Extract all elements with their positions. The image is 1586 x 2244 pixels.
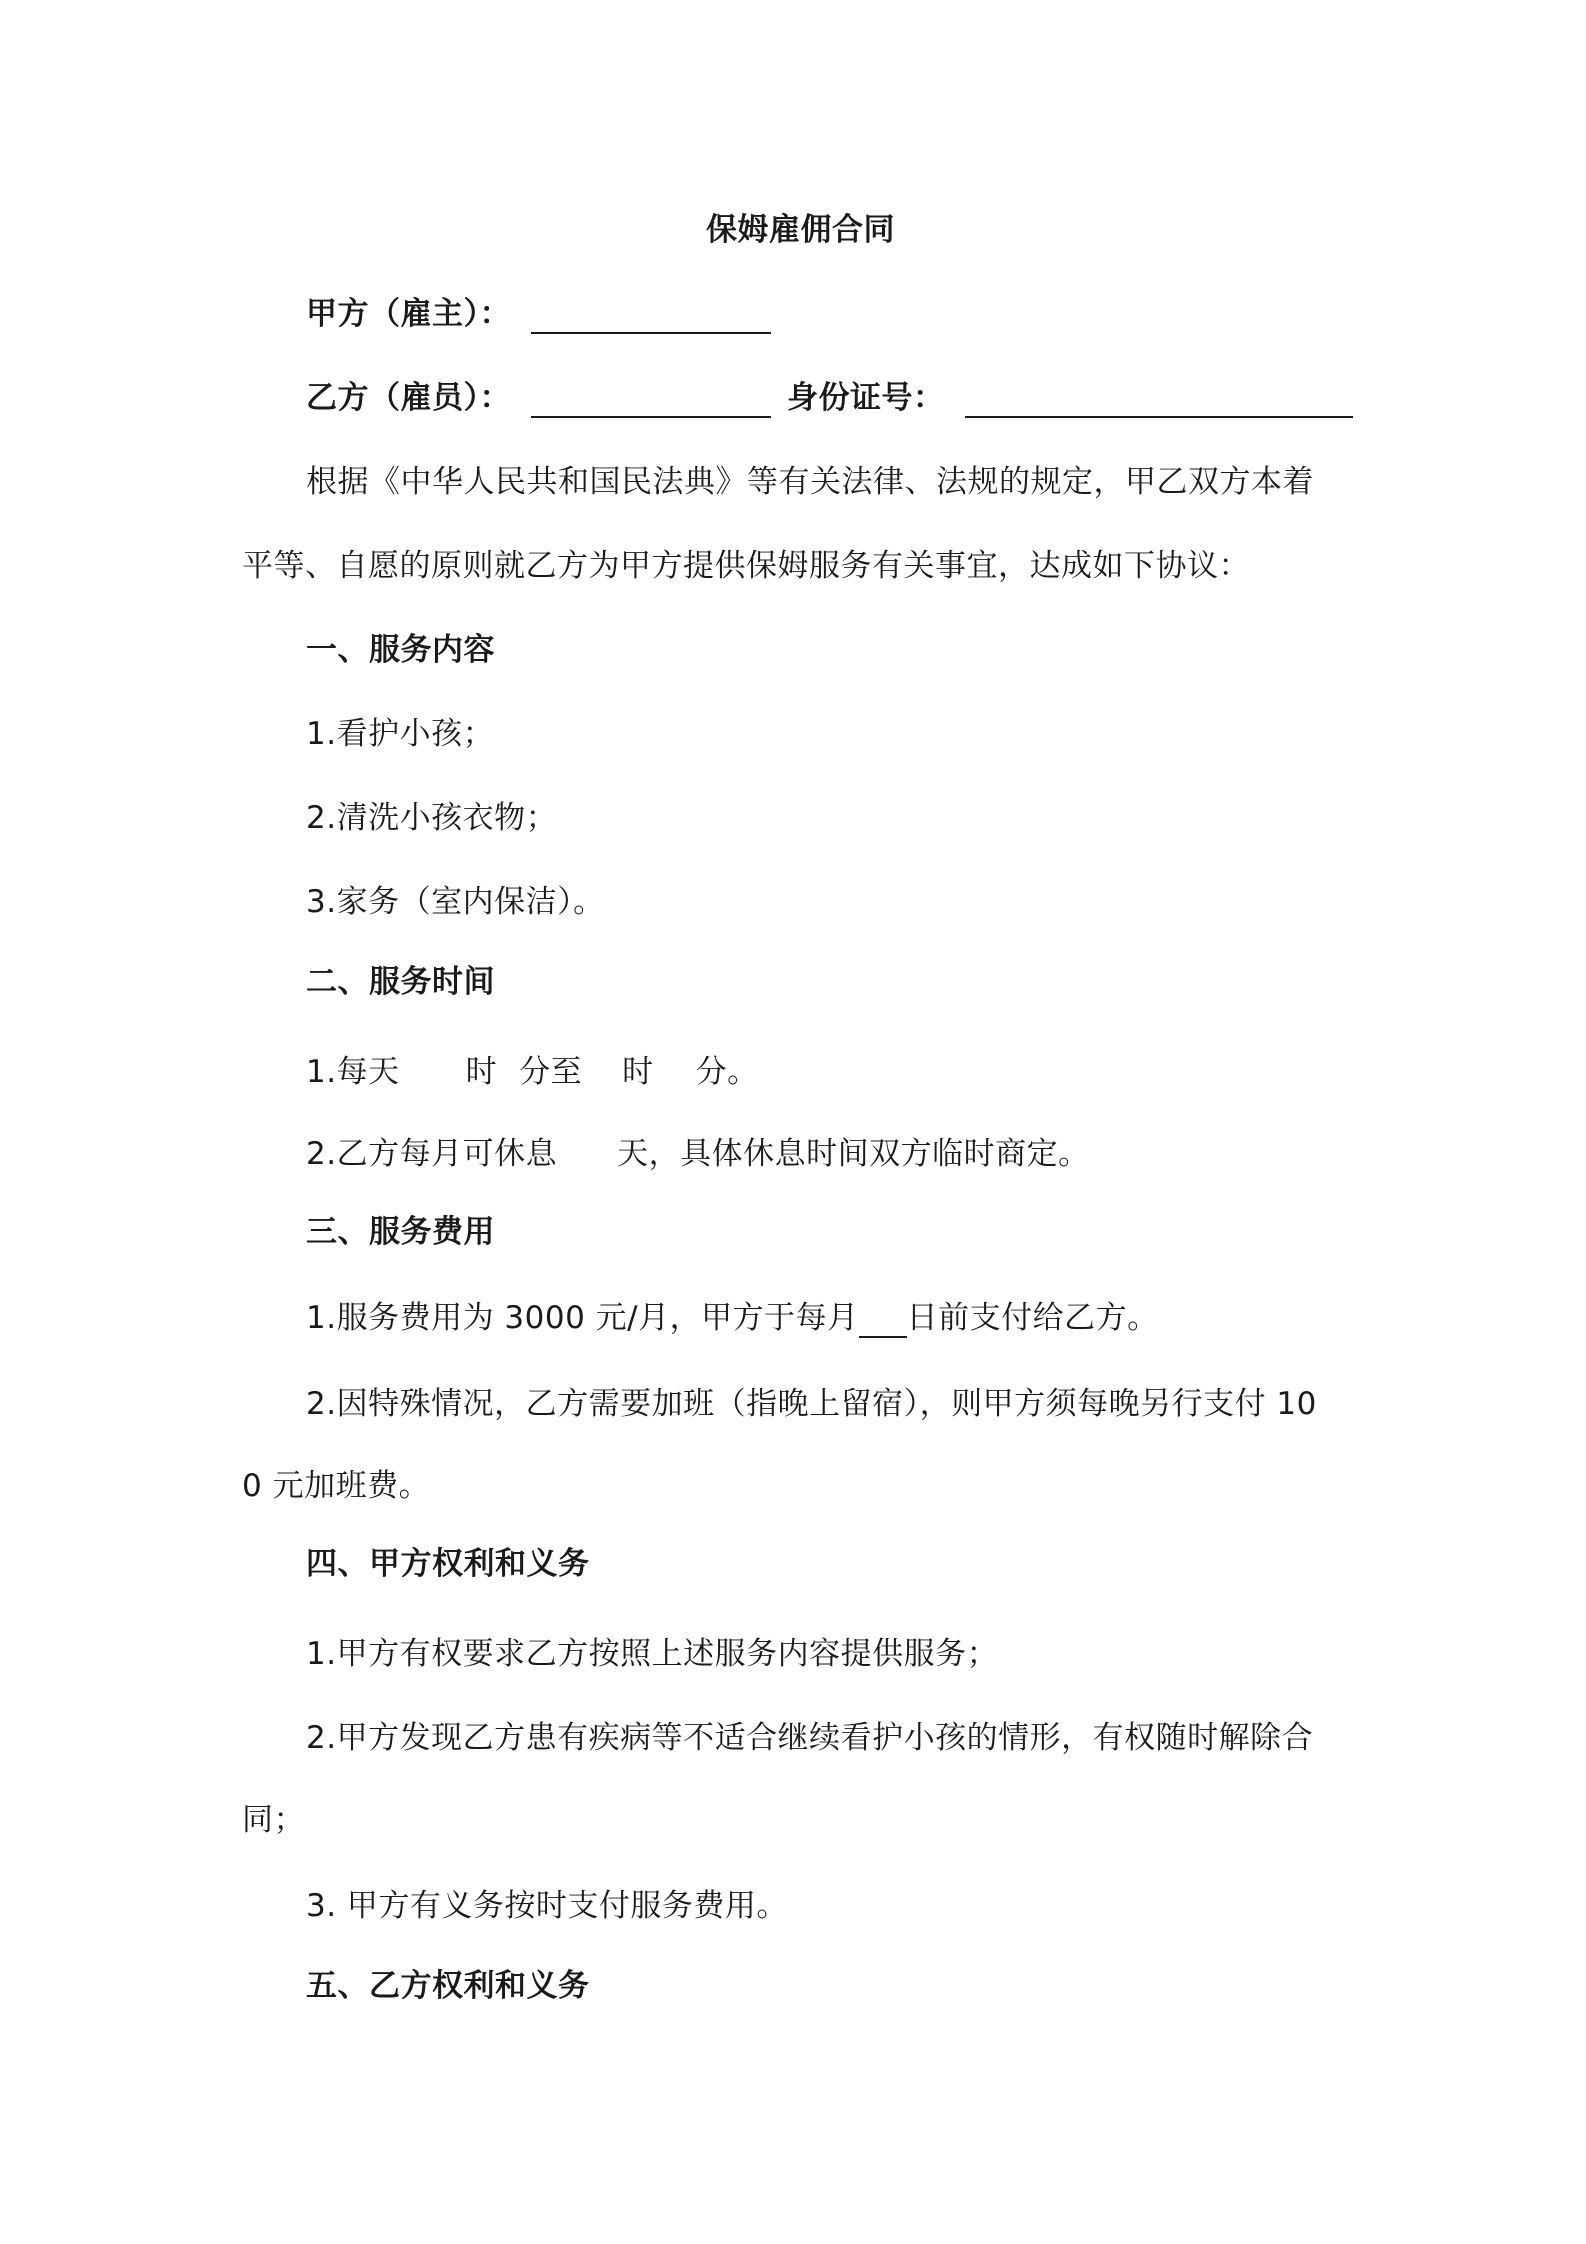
section-3-item-2-line-1: 2.因特殊情况，乙方需要加班（指晚上留宿），则甲方须每晚另行支付 10 [306,1386,1317,1422]
section-heading-5: 五、乙方权利和义务 [306,1968,590,2004]
daily-label: 1.每天 [306,1054,400,1090]
section-2-item-1 [306,1052,759,1092]
hour-unit-1: 时 [465,1054,498,1090]
id-number-label: 身份证号： [787,380,945,416]
party-a-line [306,294,771,334]
section-3-item-2-line-2: 0 元加班费。 [242,1468,431,1504]
section-3-item-1 [306,1298,1159,1338]
party-a-label: 甲方（雇主）： [306,296,511,332]
section-heading-2: 二、服务时间 [306,964,495,1000]
section-4-item-2-line-2: 同； [242,1802,305,1838]
section-heading-1: 一、服务内容 [306,632,495,668]
section-4-item-2-line-1: 2.甲方发现乙方患有疾病等不适合继续看护小孩的情形，有权随时解除合 [306,1720,1314,1756]
section-1-item-2: 2.清洗小孩衣物； [306,800,558,836]
section-4-item-3: 3. 甲方有义务按时支付服务费用。 [306,1888,788,1924]
party-b-line [306,378,1353,418]
section-2-item-2 [306,1134,1090,1174]
id-number-blank[interactable] [965,382,1353,418]
rest-days-label: 2.乙方每月可休息 [306,1136,558,1172]
intro-line-1: 根据《中华人民共和国民法典》等有关法律、法规的规定，甲乙双方本着 [306,464,1314,500]
minute-unit-2: 分。 [695,1054,759,1090]
party-a-blank[interactable] [531,298,771,334]
pay-day-blank[interactable] [859,1302,907,1338]
section-1-item-3: 3.家务（室内保洁）。 [306,884,605,920]
hour-unit-2: 时 [622,1054,654,1090]
party-b-blank[interactable] [531,382,771,418]
document-title: 保姆雇佣合同 [706,212,895,248]
minute-to-unit: 分至 [519,1054,583,1090]
party-b-label: 乙方（雇员）： [306,380,511,416]
section-1-item-1: 1.看护小孩； [306,716,495,752]
rest-days-text: 天，具体休息时间双方临时商定。 [617,1136,1090,1172]
fee-text: 1.服务费用为 3000 元/月，甲方于每月 [306,1300,859,1336]
intro-line-2: 平等、自愿的原则就乙方为甲方提供保姆服务有关事宜，达成如下协议： [242,548,1250,584]
section-4-item-1: 1.甲方有权要求乙方按照上述服务内容提供服务； [306,1636,999,1672]
section-heading-4: 四、甲方权利和义务 [306,1546,590,1582]
fee-text-2: 日前支付给乙方。 [906,1300,1159,1336]
section-heading-3: 三、服务费用 [306,1214,495,1250]
